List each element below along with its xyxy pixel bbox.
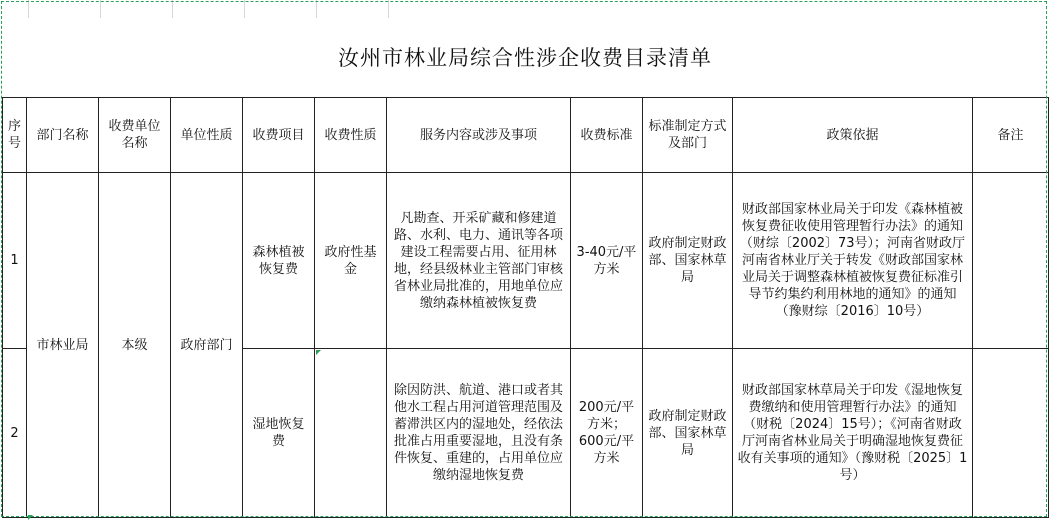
header-maker[interactable]: 标准制定方式及部门 [643,98,733,173]
item-cell[interactable]: 森林植被恢复费 [243,173,315,349]
standard-cell[interactable]: 3-40元/平方米 [571,173,643,349]
header-row [3,98,1049,173]
remark-cell[interactable] [973,173,1049,349]
header-unit[interactable]: 收费单位名称 [99,98,171,173]
standard-cell[interactable]: 200元/平方米；600元/平方米 [571,349,643,518]
header-dept[interactable]: 部门名称 [27,98,99,173]
header-service[interactable]: 服务内容或涉及事项 [387,98,571,173]
service-cell[interactable]: 除因防洪、航道、港口或者其他水工程占用河道管理范围及蓄滞洪区内的湿地处，经依法批准占用重要湿地，且没有条件恢复、重建的，占用单位应缴纳湿地恢复费 [387,349,571,518]
row-seq[interactable]: 1 [3,173,27,349]
header-seq[interactable]: 序号 [3,98,27,173]
service-cell[interactable]: 凡勘查、开采矿藏和修建道路、水利、电力、通讯等各项建设工程需要占用、征用林地，经县级林业主管部门审核省林业局批准的，用地单位应缴纳森林植被恢复费 [387,173,571,349]
row-seq[interactable]: 2 [3,349,27,518]
header-nature[interactable]: 收费性质 [315,98,387,173]
table-row [3,173,1049,349]
maker-cell[interactable]: 政府制定财政部、国家林草局 [643,349,733,518]
header-basis[interactable]: 政策依据 [733,98,973,173]
header-standard[interactable]: 收费标准 [571,98,643,173]
unit-type-cell[interactable]: 政府部门 [171,173,243,518]
grid-cell[interactable] [0,0,389,18]
unit-cell[interactable]: 本级 [99,173,171,518]
remark-cell[interactable] [973,349,1049,518]
nature-cell[interactable] [315,349,387,518]
header-item[interactable]: 收费项目 [243,98,315,173]
cell-comment-marker [316,350,321,355]
basis-cell[interactable]: 财政部国家林草局关于印发《湿地恢复费缴纳和使用管理暂行办法》的通知（财税〔2024〕15号）；《河南省财政厅河南省林业局关于明确湿地恢复费征收有关事项的通知》（豫财税〔2025〕1号） [733,349,973,518]
nature-cell[interactable]: 政府性基金 [315,173,387,349]
item-cell[interactable]: 湿地恢复费 [243,349,315,518]
top-grid-row [0,0,1050,18]
fee-table [2,97,1049,518]
header-remark[interactable]: 备注 [973,98,1049,173]
sheet-title[interactable]: 汝州市林业局综合性涉企收费目录清单 [338,46,712,70]
maker-cell[interactable]: 政府制定财政部、国家林草局 [643,173,733,349]
cell-comment-marker [28,515,33,520]
dept-cell[interactable]: 市林业局 [27,173,99,518]
basis-cell[interactable]: 财政部国家林业局关于印发《森林植被恢复费征收使用管理暂行办法》的通知（财综〔2002〕73号）；河南省财政厅河南省林业厅关于转发《财政部国家林业局关于调整森林植被恢复费征标准引导节约集约利用林地的通知》的通知（豫财综〔2016〕10号） [733,173,973,349]
header-unit-type[interactable]: 单位性质 [171,98,243,173]
